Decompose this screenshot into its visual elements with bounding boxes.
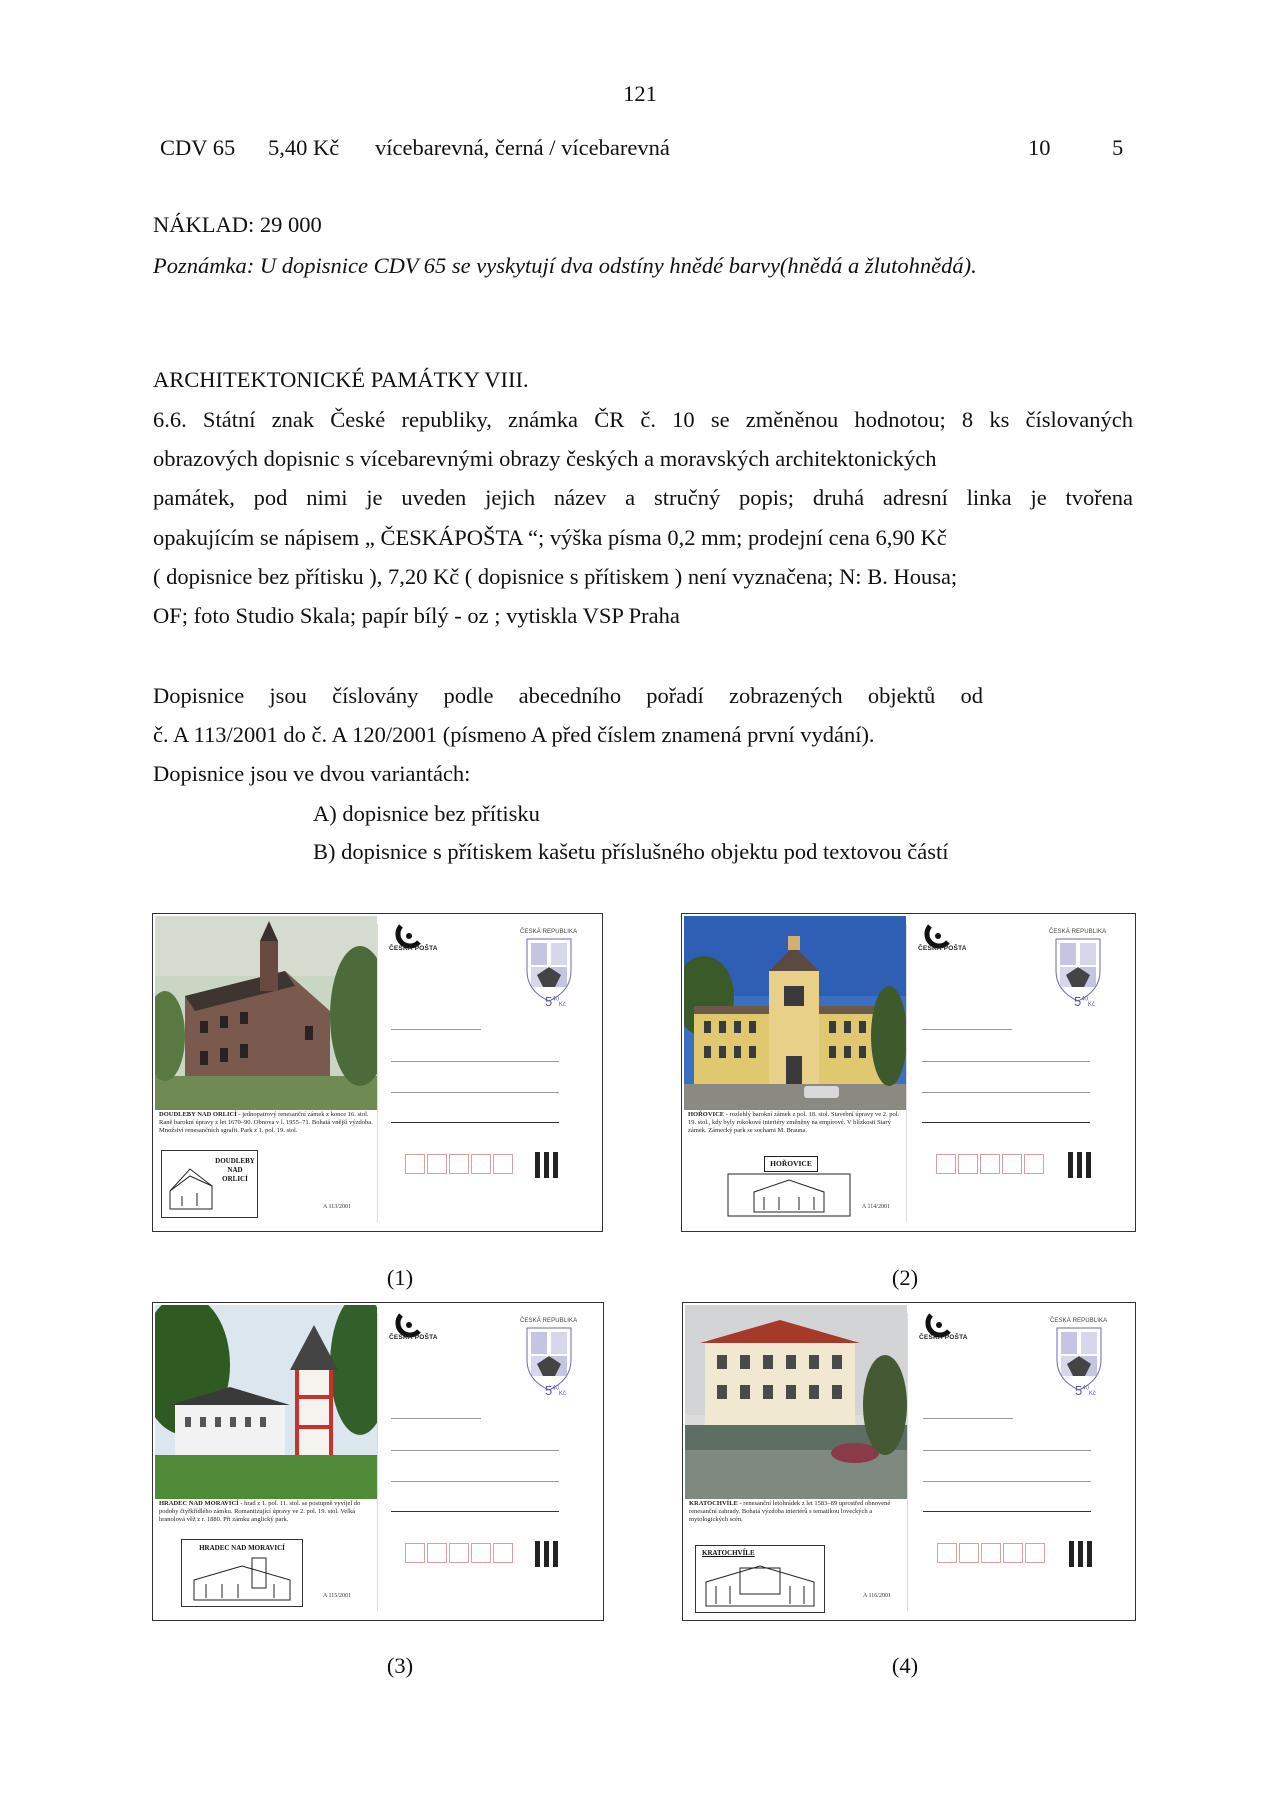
description-line: OF; foto Studio Skala; papír bílý - oz ; vytiskla VSP Praha (153, 603, 680, 628)
stamp-header: ČESKÁ REPUBLIKA (520, 1318, 578, 1324)
stamp-value-unit: Kč (558, 1002, 566, 1008)
zip-box (936, 1154, 956, 1174)
address-line (923, 1511, 1091, 1512)
posthorn-logo-icon (919, 1311, 989, 1351)
stamp-value-unit: Kč (558, 1391, 566, 1397)
postcard-caption (688, 1111, 903, 1134)
postcard-caption-text: - rozlehlý barokní zámek z pol. 18. stol. Stavební úpravy ve 2. pol. 19. stol., kdy byly rokokové interiéry změněny na empírové. V blízkosti Starý zámek. Zámecký park se sochami M. Brauna. (688, 1111, 900, 1134)
zip-box (493, 1543, 513, 1563)
postcard-caption-text: - renesanční letohrádek z let 1583–89 uprostřed obnovené renesanční zahrady. Bohatá výzdoba interiérů s tematikou loveckých a mytologických scén. (689, 1500, 891, 1523)
logo-text: ČESKÁ POŠTA (389, 945, 438, 952)
stamp-value-main: 5 (545, 1383, 553, 1398)
zip-box (1003, 1543, 1023, 1563)
description-line: ( dopisnice bez přítisku ), 7,20 Kč ( dopisnice s přítiskem ) není vyznačena; N: B. Housa; (153, 564, 958, 589)
barcode-bars-icon (1069, 1541, 1095, 1567)
stamp-value-main: 5 (545, 994, 553, 1009)
description-line: památek, pod nimi je uveden jejich název a stručný popis; druhá adresní linka je tvořena (153, 485, 1133, 510)
figure-label-2: (2) (891, 1265, 919, 1290)
stamp-value-sup: 40 (1081, 996, 1088, 1003)
postcard-photo (685, 1305, 907, 1499)
postcard-code: A 114/2001 (862, 1204, 890, 1210)
zip-box (958, 1154, 978, 1174)
cachet-text: DOUDLEBY NAD ORLICÍ (215, 1157, 255, 1183)
posthorn-logo-icon (389, 1311, 459, 1351)
address-line (923, 1481, 1091, 1482)
address-line (391, 1418, 481, 1419)
postcard-4 (682, 1302, 1136, 1621)
postcard-2 (681, 913, 1136, 1232)
postcard-caption-text: - jednopatrový renesanční zámek z konce 16. stol. Raně barokní úpravy z let 1670–90. Obnova v l. 1955–71. Bohatá vnější výzdoba. Množství renesančních sgrafit. Park z 1. pol. 19. stol. (159, 1111, 373, 1134)
numbering-line: č. A 113/2001 do č. A 120/2001 (písmeno A před číslem znamená první vydání). (153, 722, 875, 747)
stamp-value (545, 1383, 566, 1398)
postcard-photo (684, 916, 906, 1110)
numbering-line: Dopisnice jsou číslovány podle abecedního pořadí zobrazených objektů od (153, 683, 983, 708)
naklad: NÁKLAD: 29 000 (153, 212, 322, 237)
zip-box (427, 1543, 447, 1563)
address-line (923, 1418, 1013, 1419)
address-line (391, 1029, 481, 1030)
postcard-3 (152, 1302, 604, 1621)
stamp-value (1075, 1383, 1096, 1398)
cachet-box (181, 1539, 303, 1607)
zip-box (493, 1154, 513, 1174)
zip-box (980, 1154, 1000, 1174)
logo-text: ČESKÁ POŠTA (919, 1334, 968, 1341)
postcard-caption-title: DOUDLEBY NAD ORLICÍ (159, 1111, 237, 1118)
cachet-text: HRADEC NAD MORAVICÍ (199, 1544, 285, 1552)
postcard-caption-title: KRATOCHVÍLE (689, 1500, 738, 1507)
address-line (391, 1450, 559, 1451)
address-line (391, 1122, 559, 1123)
cachet-box (695, 1545, 825, 1613)
stamp-value (1074, 994, 1095, 1009)
cdv-code: CDV 65 (160, 135, 236, 160)
description-line: obrazových dopisnic s vícebarevnými obrazy českých a moravských architektonických (153, 446, 937, 471)
stamp-value (545, 994, 566, 1009)
stamp-header: ČESKÁ REPUBLIKA (1049, 929, 1107, 935)
stamp-value-sup: 40 (552, 996, 559, 1003)
description-line: 6.6. Státní znak České republiky, známka ČR č. 10 se změněnou hodnotou; 8 ks číslovaných (153, 407, 1133, 432)
postcard-caption (689, 1500, 904, 1523)
cachet-box (161, 1150, 258, 1218)
postcard-caption (159, 1500, 374, 1523)
cdv-colors: vícebarevná, černá / vícebarevná (375, 135, 670, 160)
stamp-header: ČESKÁ REPUBLIKA (1050, 1318, 1108, 1324)
cdv-price: 5,40 Kč (268, 135, 340, 160)
stamp-header: ČESKÁ REPUBLIKA (520, 929, 578, 935)
cachet-text: HOŘOVICE (764, 1156, 818, 1172)
section-title: ARCHITEKTONICKÉ PAMÁTKY VIII. (153, 367, 529, 392)
zip-box (427, 1154, 447, 1174)
postcard-code: A 116/2001 (863, 1593, 891, 1599)
address-line (922, 1122, 1090, 1123)
address-line (391, 1092, 559, 1093)
address-line (922, 1061, 1090, 1062)
barcode-bars-icon (535, 1541, 561, 1567)
divider (906, 924, 907, 1222)
stamp-value-main: 5 (1074, 994, 1082, 1009)
stamp-value-sup: 40 (1082, 1385, 1089, 1392)
variant-a: A) dopisnice bez přítisku (313, 801, 540, 826)
zip-box (449, 1154, 469, 1174)
zip-box (981, 1543, 1001, 1563)
address-line (923, 1450, 1091, 1451)
barcode-bars-icon (1068, 1152, 1094, 1178)
postcard-code: A 115/2001 (323, 1593, 351, 1599)
postcard-code: A 113/2001 (323, 1204, 351, 1210)
logo-text: ČESKÁ POŠTA (389, 1334, 438, 1341)
variant-b: B) dopisnice s přítiskem kašetu příslušného objektu pod textovou částí (313, 839, 949, 864)
figure-label-1: (1) (386, 1265, 414, 1290)
zip-box (959, 1543, 979, 1563)
cdv-value-2: 5 (1112, 135, 1124, 160)
zip-box (1025, 1543, 1045, 1563)
postcard-caption-title: HOŘOVICE (688, 1111, 725, 1118)
address-line (922, 1029, 1012, 1030)
postcard-1 (152, 913, 603, 1232)
page-number: 121 (623, 81, 657, 106)
description-line: opakujícím se nápisem „ ČESKÁPOŠTA “; výška písma 0,2 mm; prodejní cena 6,90 Kč (153, 525, 947, 550)
postcard-caption (159, 1111, 374, 1134)
stamp-value-unit: Kč (1088, 1391, 1096, 1397)
address-line (391, 1061, 559, 1062)
stamp-value-unit: Kč (1087, 1002, 1095, 1008)
zip-box (471, 1154, 491, 1174)
cdv-value-1: 10 (1028, 135, 1051, 160)
logo-text: ČESKÁ POŠTA (918, 945, 967, 952)
figure-label-3: (3) (386, 1653, 414, 1678)
stamp-value-sup: 40 (552, 1385, 559, 1392)
note: Poznámka: U dopisnice CDV 65 se vyskytují dva odstíny hnědé barvy(hnědá a žlutohnědá). (153, 253, 977, 278)
divider (377, 1313, 378, 1611)
zip-box (449, 1543, 469, 1563)
cachet-box (724, 1152, 854, 1218)
address-line (922, 1092, 1090, 1093)
posthorn-logo-icon (389, 922, 459, 962)
zip-box (471, 1543, 491, 1563)
postcard-photo (155, 1305, 377, 1499)
address-line (391, 1511, 559, 1512)
zip-box (937, 1543, 957, 1563)
address-line (391, 1481, 559, 1482)
divider (907, 1313, 908, 1611)
figure-label-4: (4) (891, 1653, 919, 1678)
posthorn-logo-icon (918, 922, 988, 962)
stamp-value-main: 5 (1075, 1383, 1083, 1398)
barcode-bars-icon (535, 1152, 561, 1178)
cachet-text: KRATOCHVÍLE (702, 1549, 755, 1557)
postcard-photo (155, 916, 377, 1110)
zip-box (405, 1543, 425, 1563)
zip-box (1002, 1154, 1022, 1174)
divider (377, 924, 378, 1222)
numbering-line: Dopisnice jsou ve dvou variantách: (153, 761, 471, 786)
postcard-caption-text: - hrad z 1. pol. 11. stol. se postupně vyvíjel do podoby čtyřkřídlého zámku. Romantizující úpravy ve 2. pol. 19. stol. Velká hranolová věž z r. 1880. Při zámku anglický park. (159, 1500, 361, 1523)
postcard-caption-title: HRADEC NAD MORAVICÍ (159, 1500, 239, 1507)
zip-box (405, 1154, 425, 1174)
zip-box (1024, 1154, 1044, 1174)
